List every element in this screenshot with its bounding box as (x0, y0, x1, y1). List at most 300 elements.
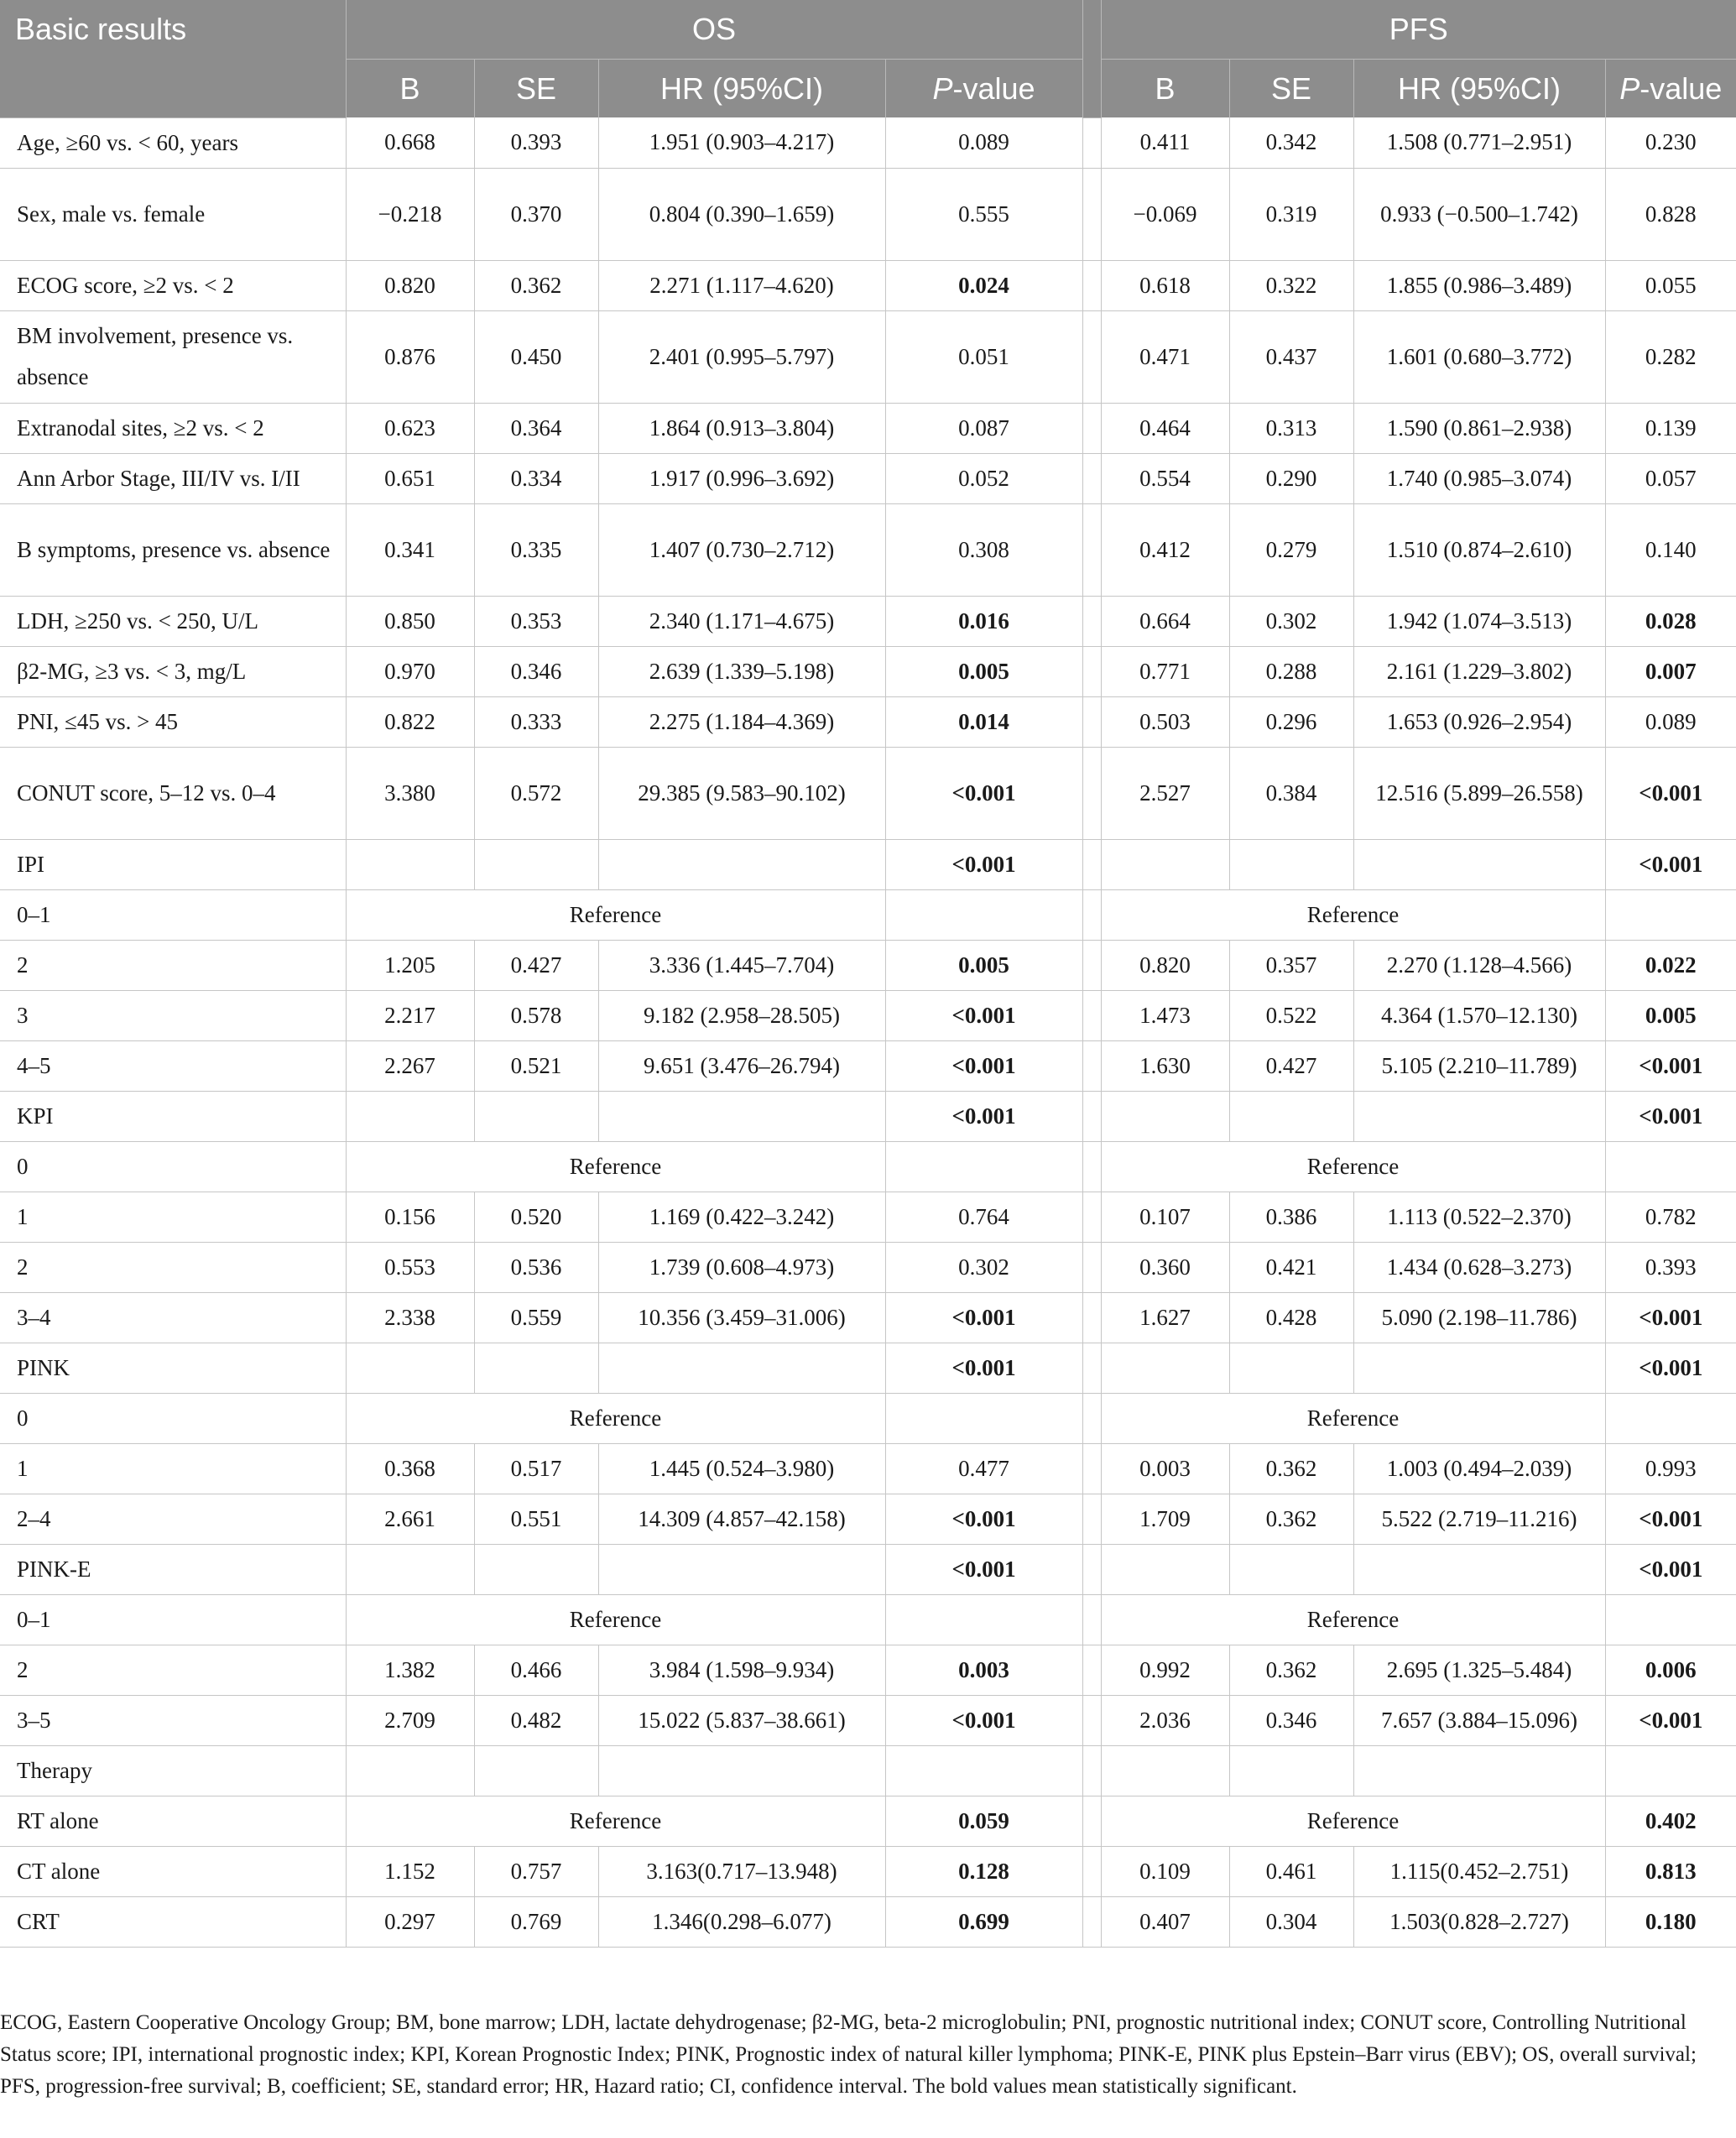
os-se-cell: 0.450 (474, 310, 598, 403)
gap-cell (1082, 596, 1101, 646)
gap-cell (1082, 940, 1101, 990)
row-label: 3–4 (0, 1292, 346, 1343)
pfs-p-cell: <0.001 (1605, 839, 1736, 889)
pfs-se-cell: 0.428 (1229, 1292, 1353, 1343)
os-se-cell (474, 1544, 598, 1594)
pfs-hr-cell: 1.115(0.452–2.751) (1353, 1846, 1605, 1896)
gap-cell (1082, 696, 1101, 747)
row-label: 3–5 (0, 1695, 346, 1745)
pfs-hr-cell (1353, 1091, 1605, 1141)
pfs-p-cell: <0.001 (1605, 747, 1736, 839)
pfs-b-cell: 0.412 (1101, 503, 1229, 596)
gap-cell (1082, 646, 1101, 696)
os-p-cell: 0.051 (885, 310, 1082, 403)
pfs-p-cell (1605, 889, 1736, 940)
os-p-cell: 0.059 (885, 1796, 1082, 1846)
pfs-b-cell: 0.109 (1101, 1846, 1229, 1896)
pfs-se-cell: 0.288 (1229, 646, 1353, 696)
row-label: 2–4 (0, 1494, 346, 1544)
os-se-cell: 0.517 (474, 1443, 598, 1494)
pfs-p-cell: 0.230 (1605, 117, 1736, 168)
os-p-cell: 0.087 (885, 403, 1082, 453)
os-p-cell: <0.001 (885, 747, 1082, 839)
table-row (0, 1645, 1736, 1695)
os-b-cell: 0.623 (346, 403, 474, 453)
header-pfs-p (1605, 60, 1736, 118)
pfs-hr-cell: 1.942 (1.074–3.513) (1353, 596, 1605, 646)
pfs-hr-cell: 4.364 (1.570–12.130) (1353, 990, 1605, 1040)
os-hr-cell: 1.445 (0.524–3.980) (598, 1443, 885, 1494)
pfs-b-cell: 0.820 (1101, 940, 1229, 990)
gap-cell (1082, 1494, 1101, 1544)
os-b-cell: 2.267 (346, 1040, 474, 1091)
gap-cell (1082, 1896, 1101, 1947)
os-p-cell: <0.001 (885, 1494, 1082, 1544)
pfs-hr-cell (1353, 1544, 1605, 1594)
table-row (0, 260, 1736, 310)
pfs-hr-cell: 1.740 (0.985–3.074) (1353, 453, 1605, 503)
os-se-cell: 0.551 (474, 1494, 598, 1544)
os-b-cell: 2.709 (346, 1695, 474, 1745)
pfs-p-cell: 0.402 (1605, 1796, 1736, 1846)
os-hr-cell: 9.182 (2.958–28.505) (598, 990, 885, 1040)
pfs-se-cell: 0.322 (1229, 260, 1353, 310)
gap-cell (1082, 1645, 1101, 1695)
header-pfs-b: B (1101, 60, 1229, 118)
pfs-b-cell: 0.003 (1101, 1443, 1229, 1494)
pfs-hr-cell: 1.590 (0.861–2.938) (1353, 403, 1605, 453)
pfs-se-cell: 0.384 (1229, 747, 1353, 839)
os-reference-cell: Reference (346, 1796, 885, 1846)
header-os: OS (346, 0, 1082, 60)
pfs-b-cell: 0.554 (1101, 453, 1229, 503)
pfs-b-cell: 1.627 (1101, 1292, 1229, 1343)
row-label: BM involvement, presence vs. absence (0, 310, 346, 403)
pfs-se-cell: 0.362 (1229, 1494, 1353, 1544)
table-row (0, 503, 1736, 596)
os-se-cell: 0.353 (474, 596, 598, 646)
gap-cell (1082, 1192, 1101, 1242)
table-body (0, 117, 1736, 1947)
pfs-p-cell: 0.782 (1605, 1192, 1736, 1242)
table-row (0, 1745, 1736, 1796)
pfs-hr-cell (1353, 1343, 1605, 1393)
pfs-hr-cell: 5.105 (2.210–11.789) (1353, 1040, 1605, 1091)
row-label: Ann Arbor Stage, III/IV vs. I/II (0, 453, 346, 503)
os-p-cell: <0.001 (885, 990, 1082, 1040)
pfs-p-cell: <0.001 (1605, 1494, 1736, 1544)
os-se-cell: 0.427 (474, 940, 598, 990)
pfs-b-cell: 1.709 (1101, 1494, 1229, 1544)
os-hr-cell: 1.346(0.298–6.077) (598, 1896, 885, 1947)
table-row (0, 1443, 1736, 1494)
pfs-b-cell: 0.771 (1101, 646, 1229, 696)
pfs-b-cell: 0.471 (1101, 310, 1229, 403)
pfs-hr-cell: 1.510 (0.874–2.610) (1353, 503, 1605, 596)
gap-cell (1082, 1594, 1101, 1645)
os-p-cell: 0.302 (885, 1242, 1082, 1292)
pfs-b-cell (1101, 1745, 1229, 1796)
gap-cell (1082, 747, 1101, 839)
os-b-cell: 0.876 (346, 310, 474, 403)
os-b-cell: 1.382 (346, 1645, 474, 1695)
table-row (0, 1896, 1736, 1947)
os-hr-cell: 1.864 (0.913–3.804) (598, 403, 885, 453)
os-se-cell: 0.364 (474, 403, 598, 453)
os-hr-cell: 3.163(0.717–13.948) (598, 1846, 885, 1896)
os-p-cell: 0.089 (885, 117, 1082, 168)
pfs-se-cell: 0.302 (1229, 596, 1353, 646)
table-row (0, 646, 1736, 696)
table-row (0, 403, 1736, 453)
os-p-cell: 0.555 (885, 168, 1082, 260)
pfs-hr-cell: 1.601 (0.680–3.772) (1353, 310, 1605, 403)
os-p-cell: <0.001 (885, 1091, 1082, 1141)
pfs-p-cell: 0.828 (1605, 168, 1736, 260)
table-row (0, 990, 1736, 1040)
os-hr-cell (598, 839, 885, 889)
os-p-cell: 0.003 (885, 1645, 1082, 1695)
pfs-p-cell: 0.055 (1605, 260, 1736, 310)
os-se-cell: 0.334 (474, 453, 598, 503)
os-p-cell (885, 1141, 1082, 1192)
os-p-cell: <0.001 (885, 1544, 1082, 1594)
os-hr-cell: 0.804 (0.390–1.659) (598, 168, 885, 260)
os-hr-cell (598, 1091, 885, 1141)
table-row (0, 940, 1736, 990)
os-p-cell: 0.764 (885, 1192, 1082, 1242)
table-row (0, 453, 1736, 503)
os-b-cell: 2.217 (346, 990, 474, 1040)
pfs-se-cell: 0.304 (1229, 1896, 1353, 1947)
pfs-se-cell (1229, 1091, 1353, 1141)
pfs-p-cell: 0.005 (1605, 990, 1736, 1040)
gap-cell (1082, 1091, 1101, 1141)
os-reference-cell: Reference (346, 889, 885, 940)
header-os-se: SE (474, 60, 598, 118)
os-hr-cell: 14.309 (4.857–42.158) (598, 1494, 885, 1544)
pfs-se-cell: 0.342 (1229, 117, 1353, 168)
pfs-hr-cell: 2.695 (1.325–5.484) (1353, 1645, 1605, 1695)
os-se-cell: 0.757 (474, 1846, 598, 1896)
os-b-cell: 0.668 (346, 117, 474, 168)
row-label: CONUT score, 5–12 vs. 0–4 (0, 747, 346, 839)
os-se-cell: 0.466 (474, 1645, 598, 1695)
gap-cell (1082, 168, 1101, 260)
pfs-hr-cell: 12.516 (5.899–26.558) (1353, 747, 1605, 839)
row-label: PNI, ≤45 vs. > 45 (0, 696, 346, 747)
os-hr-cell: 3.984 (1.598–9.934) (598, 1645, 885, 1695)
os-b-cell (346, 1091, 474, 1141)
pfs-se-cell: 0.357 (1229, 940, 1353, 990)
pfs-b-cell: 0.503 (1101, 696, 1229, 747)
gap-cell (1082, 839, 1101, 889)
row-label: 2 (0, 1645, 346, 1695)
os-hr-cell (598, 1544, 885, 1594)
table-row (0, 1343, 1736, 1393)
os-hr-cell: 1.407 (0.730–2.712) (598, 503, 885, 596)
os-hr-cell: 9.651 (3.476–26.794) (598, 1040, 885, 1091)
row-label: CRT (0, 1896, 346, 1947)
os-hr-cell: 29.385 (9.583–90.102) (598, 747, 885, 839)
pfs-p-cell: 0.007 (1605, 646, 1736, 696)
pfs-b-cell: 0.360 (1101, 1242, 1229, 1292)
gap-cell (1082, 1544, 1101, 1594)
pfs-b-cell: 1.473 (1101, 990, 1229, 1040)
pfs-b-cell: 2.527 (1101, 747, 1229, 839)
table-row (0, 889, 1736, 940)
row-label: 2 (0, 940, 346, 990)
row-label: 0 (0, 1141, 346, 1192)
os-reference-cell: Reference (346, 1594, 885, 1645)
pfs-p-cell: 0.282 (1605, 310, 1736, 403)
pfs-hr-cell: 2.161 (1.229–3.802) (1353, 646, 1605, 696)
os-se-cell: 0.482 (474, 1695, 598, 1745)
header-p-italic: P (932, 70, 953, 106)
pfs-b-cell: 0.411 (1101, 117, 1229, 168)
gap-cell (1082, 1343, 1101, 1393)
os-p-cell: <0.001 (885, 1292, 1082, 1343)
table-row (0, 1242, 1736, 1292)
row-label: PINK-E (0, 1544, 346, 1594)
os-p-cell: <0.001 (885, 1040, 1082, 1091)
pfs-p-cell (1605, 1745, 1736, 1796)
os-p-cell: 0.005 (885, 940, 1082, 990)
pfs-se-cell: 0.461 (1229, 1846, 1353, 1896)
pfs-hr-cell: 1.434 (0.628–3.273) (1353, 1242, 1605, 1292)
os-b-cell: 0.553 (346, 1242, 474, 1292)
os-hr-cell: 3.336 (1.445–7.704) (598, 940, 885, 990)
pfs-hr-cell: 2.270 (1.128–4.566) (1353, 940, 1605, 990)
pfs-hr-cell: 1.113 (0.522–2.370) (1353, 1192, 1605, 1242)
os-b-cell: 0.341 (346, 503, 474, 596)
os-p-cell: 0.016 (885, 596, 1082, 646)
pfs-se-cell (1229, 839, 1353, 889)
row-label: B symptoms, presence vs. absence (0, 503, 346, 596)
table-row (0, 1141, 1736, 1192)
os-hr-cell (598, 1343, 885, 1393)
pfs-se-cell: 0.437 (1229, 310, 1353, 403)
table-row (0, 117, 1736, 168)
os-se-cell: 0.572 (474, 747, 598, 839)
pfs-se-cell: 0.290 (1229, 453, 1353, 503)
pfs-p-cell: <0.001 (1605, 1695, 1736, 1745)
gap-cell (1082, 403, 1101, 453)
pfs-hr-cell: 1.855 (0.986–3.489) (1353, 260, 1605, 310)
os-p-cell (885, 1594, 1082, 1645)
table-row (0, 1091, 1736, 1141)
os-b-cell: 0.368 (346, 1443, 474, 1494)
table-row (0, 596, 1736, 646)
os-p-cell: 0.308 (885, 503, 1082, 596)
os-b-cell: 0.651 (346, 453, 474, 503)
pfs-p-cell: 0.089 (1605, 696, 1736, 747)
pfs-b-cell: 0.618 (1101, 260, 1229, 310)
os-b-cell (346, 1745, 474, 1796)
pfs-se-cell (1229, 1343, 1353, 1393)
os-p-cell (885, 889, 1082, 940)
os-b-cell: 0.297 (346, 1896, 474, 1947)
gap-cell (1082, 1393, 1101, 1443)
table-row (0, 1695, 1736, 1745)
pfs-se-cell: 0.362 (1229, 1645, 1353, 1695)
table-row (0, 1494, 1736, 1544)
table-row (0, 839, 1736, 889)
row-label: Extranodal sites, ≥2 vs. < 2 (0, 403, 346, 453)
pfs-b-cell: 0.107 (1101, 1192, 1229, 1242)
row-label: LDH, ≥250 vs. < 250, U/L (0, 596, 346, 646)
row-label: 4–5 (0, 1040, 346, 1091)
header-pfs-hr: HR (95%CI) (1353, 60, 1605, 118)
os-b-cell: −0.218 (346, 168, 474, 260)
pfs-p-cell: 0.006 (1605, 1645, 1736, 1695)
os-b-cell: 2.661 (346, 1494, 474, 1544)
os-se-cell: 0.520 (474, 1192, 598, 1242)
row-label: 0–1 (0, 1594, 346, 1645)
os-hr-cell (598, 1745, 885, 1796)
table-row (0, 1192, 1736, 1242)
table-footnote: ECOG, Eastern Cooperative Oncology Group; BM, bone marrow; LDH, lactate dehydrogenase; β2-MG, beta-2 microglobulin; PNI, prognostic nutritional index; CONUT score, Controlling Nutritional Status score; IPI, international prognostic index; KPI, Korean Prognostic Index; PINK, Prognostic index of natural killer lymphoma; PINK-E, PINK plus Epstein–Barr virus (EBV); OS, overall survival; PFS, progression-free survival; B, coefficient; SE, standard error; HR, Hazard ratio; CI, confidence interval. The bold values mean statistically significant. (0, 2011, 1697, 2098)
os-se-cell: 0.333 (474, 696, 598, 747)
pfs-b-cell: 1.630 (1101, 1040, 1229, 1091)
pfs-se-cell: 0.296 (1229, 696, 1353, 747)
os-hr-cell: 2.271 (1.117–4.620) (598, 260, 885, 310)
pfs-p-cell: <0.001 (1605, 1292, 1736, 1343)
gap-cell (1082, 889, 1101, 940)
os-se-cell (474, 1091, 598, 1141)
header-pfs-se: SE (1229, 60, 1353, 118)
pfs-reference-cell: Reference (1101, 889, 1605, 940)
os-se-cell: 0.559 (474, 1292, 598, 1343)
os-b-cell: 1.205 (346, 940, 474, 990)
table-row (0, 747, 1736, 839)
header-os-hr: HR (95%CI) (598, 60, 885, 118)
gap-cell (1082, 1443, 1101, 1494)
header-os-b: B (346, 60, 474, 118)
gap-cell (1082, 260, 1101, 310)
pfs-p-cell (1605, 1594, 1736, 1645)
os-b-cell: 0.820 (346, 260, 474, 310)
pfs-hr-cell: 1.653 (0.926–2.954) (1353, 696, 1605, 747)
pfs-p-cell (1605, 1393, 1736, 1443)
pfs-b-cell (1101, 1343, 1229, 1393)
pfs-p-cell: 0.393 (1605, 1242, 1736, 1292)
gap-cell (1082, 1242, 1101, 1292)
os-p-cell: 0.699 (885, 1896, 1082, 1947)
os-b-cell: 2.338 (346, 1292, 474, 1343)
gap-cell (1082, 1796, 1101, 1846)
pfs-se-cell: 0.279 (1229, 503, 1353, 596)
pfs-p-cell (1605, 1141, 1736, 1192)
row-label: PINK (0, 1343, 346, 1393)
os-b-cell (346, 1544, 474, 1594)
header-basic-results: Basic results (0, 0, 346, 117)
pfs-hr-cell: 1.503(0.828–2.727) (1353, 1896, 1605, 1947)
pfs-hr-cell: 0.933 (−0.500–1.742) (1353, 168, 1605, 260)
pfs-hr-cell (1353, 839, 1605, 889)
os-b-cell: 0.850 (346, 596, 474, 646)
table-row (0, 1292, 1736, 1343)
pfs-se-cell: 0.319 (1229, 168, 1353, 260)
os-se-cell: 0.769 (474, 1896, 598, 1947)
os-b-cell: 0.156 (346, 1192, 474, 1242)
os-b-cell (346, 1343, 474, 1393)
os-p-cell (885, 1745, 1082, 1796)
os-hr-cell: 2.275 (1.184–4.369) (598, 696, 885, 747)
pfs-p-cell: <0.001 (1605, 1343, 1736, 1393)
os-hr-cell: 2.639 (1.339–5.198) (598, 646, 885, 696)
table-row (0, 1544, 1736, 1594)
row-label: 3 (0, 990, 346, 1040)
header-pfs: PFS (1101, 0, 1736, 60)
row-label: 0–1 (0, 889, 346, 940)
table-row (0, 1594, 1736, 1645)
os-reference-cell: Reference (346, 1141, 885, 1192)
os-hr-cell: 1.739 (0.608–4.973) (598, 1242, 885, 1292)
table-row (0, 1846, 1736, 1896)
pfs-p-cell: 0.993 (1605, 1443, 1736, 1494)
os-hr-cell: 15.022 (5.837–38.661) (598, 1695, 885, 1745)
os-p-cell: 0.052 (885, 453, 1082, 503)
pfs-reference-cell: Reference (1101, 1594, 1605, 1645)
os-se-cell (474, 1745, 598, 1796)
gap-cell (1082, 453, 1101, 503)
pfs-se-cell: 0.362 (1229, 1443, 1353, 1494)
os-hr-cell: 2.340 (1.171–4.675) (598, 596, 885, 646)
pfs-p-cell: <0.001 (1605, 1544, 1736, 1594)
table-row (0, 310, 1736, 403)
row-label: CT alone (0, 1846, 346, 1896)
header-p-rest: -value (952, 70, 1035, 106)
os-b-cell: 3.380 (346, 747, 474, 839)
gap-cell (1082, 990, 1101, 1040)
table-row (0, 1393, 1736, 1443)
row-label: KPI (0, 1091, 346, 1141)
os-p-cell: <0.001 (885, 1695, 1082, 1745)
row-label: Sex, male vs. female (0, 168, 346, 260)
pfs-se-cell: 0.522 (1229, 990, 1353, 1040)
gap-cell (1082, 1292, 1101, 1343)
os-b-cell: 0.970 (346, 646, 474, 696)
os-se-cell: 0.393 (474, 117, 598, 168)
gap-cell (1082, 1695, 1101, 1745)
pfs-p-cell: 0.180 (1605, 1896, 1736, 1947)
pfs-se-cell: 0.346 (1229, 1695, 1353, 1745)
os-b-cell: 1.152 (346, 1846, 474, 1896)
gap-cell (1082, 117, 1101, 168)
gap-cell (1082, 1846, 1101, 1896)
os-p-cell (885, 1393, 1082, 1443)
os-p-cell: 0.024 (885, 260, 1082, 310)
pfs-hr-cell (1353, 1745, 1605, 1796)
pfs-se-cell: 0.386 (1229, 1192, 1353, 1242)
pfs-se-cell: 0.427 (1229, 1040, 1353, 1091)
pfs-b-cell: 2.036 (1101, 1695, 1229, 1745)
os-b-cell (346, 839, 474, 889)
pfs-p-cell: <0.001 (1605, 1091, 1736, 1141)
gap-cell (1082, 1141, 1101, 1192)
gap-cell (1082, 1745, 1101, 1796)
os-se-cell: 0.335 (474, 503, 598, 596)
pfs-reference-cell: Reference (1101, 1393, 1605, 1443)
pfs-p-cell: 0.813 (1605, 1846, 1736, 1896)
pfs-p-cell: 0.022 (1605, 940, 1736, 990)
os-p-cell: <0.001 (885, 839, 1082, 889)
os-b-cell: 0.822 (346, 696, 474, 747)
row-label: 1 (0, 1192, 346, 1242)
row-label: RT alone (0, 1796, 346, 1846)
pfs-b-cell (1101, 1091, 1229, 1141)
